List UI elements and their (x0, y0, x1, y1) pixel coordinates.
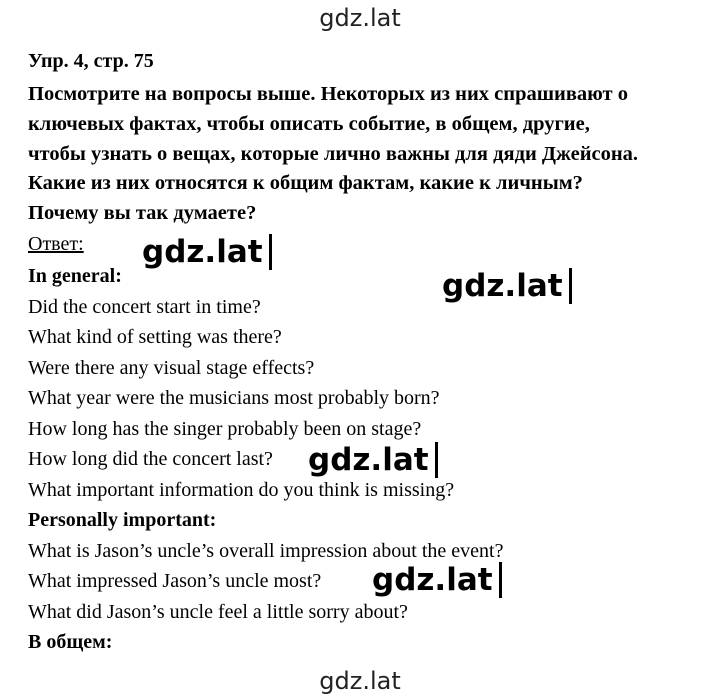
personal-question: What impressed Jason’s uncle most? (28, 570, 322, 592)
watermark: gdz.lat (306, 442, 438, 478)
site-header: gdz.lat (319, 4, 401, 32)
watermark: gdz.lat (440, 268, 572, 304)
general-question: Did the concert start in time? (28, 295, 261, 318)
general-question: What important information do you think is missing? (28, 478, 455, 501)
task-line: ключевых фактах, чтобы описать событие, в общем, другие, (28, 112, 590, 135)
personal-question: What is Jason’s uncle’s overall impression about the event? (28, 539, 504, 562)
russian-heading: В общем: (28, 631, 113, 653)
watermark: gdz.lat (140, 234, 272, 270)
task-line: чтобы узнать о вещах, которые лично важны для дяди Джейсона. (28, 142, 639, 165)
general-question: How long did the concert last? (28, 448, 273, 470)
personal-question: What did Jason’s uncle feel a little sorry about? (28, 600, 408, 623)
watermark: gdz.lat (370, 562, 502, 598)
task-line: Почему вы так думаете? (28, 202, 257, 225)
general-question: How long has the singer probably been on stage? (28, 417, 422, 440)
exercise-reference: Упр. 4, стр. 75 (28, 50, 154, 72)
personal-heading: Personally important: (28, 509, 217, 531)
general-heading: In general: (28, 265, 122, 287)
site-footer: gdz.lat (319, 667, 401, 695)
answer-label: Ответ: (28, 233, 84, 255)
general-question: What kind of setting was there? (28, 326, 282, 348)
task-line: Какие из них относятся к общим фактам, какие к личным? (28, 172, 583, 195)
general-question: Were there any visual stage effects? (28, 356, 315, 379)
general-question: What year were the musicians most probably born? (28, 387, 440, 409)
task-text (28, 80, 700, 229)
task-line: Посмотрите на вопросы выше. Некоторых из них спрашивают о (28, 83, 628, 105)
